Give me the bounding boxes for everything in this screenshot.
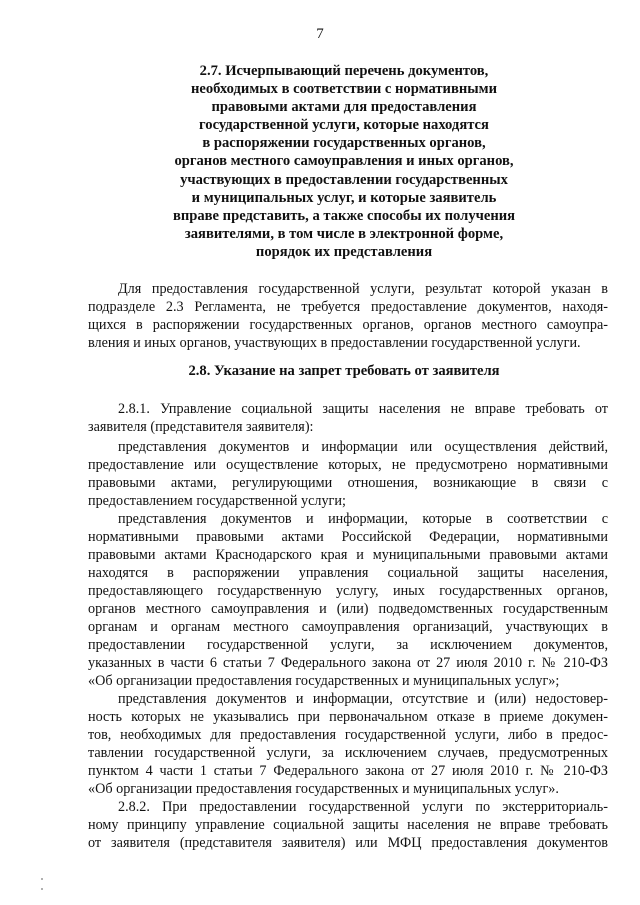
list-item-1 bbox=[88, 438, 608, 510]
text-line: Для предоставления государственной услуги, результат которой указан в bbox=[118, 281, 608, 297]
heading-line: и муниципальных услуг, и которые заявитель bbox=[191, 189, 497, 206]
text-line: правовыми актами, регулирующими отношения, возникающие в связи с bbox=[88, 475, 608, 491]
text-line: «Об организации предоставления государственных и муниципальных услуг»; bbox=[88, 673, 560, 689]
heading-line: 2.8. Указание на запрет требовать от заявителя bbox=[188, 363, 500, 379]
text-line: представления документов и информации, отсутствие и (или) недостовер- bbox=[118, 691, 608, 707]
page-number: 7 bbox=[316, 26, 324, 42]
section-heading-2-8 bbox=[60, 362, 628, 380]
heading-line: участвующих в предоставлении государственных bbox=[180, 171, 508, 188]
heading-line: порядок их представления bbox=[255, 243, 433, 260]
text-line: органов местного самоуправления и (или) подведомственных государственным bbox=[88, 601, 608, 617]
text-line: «Об организации предоставления государственных и муниципальных услуг». bbox=[88, 781, 559, 797]
section-heading-2-7 bbox=[60, 62, 628, 261]
text-line: пунктом 4 части 1 статьи 7 Федерального закона от 27 июля 2010 г. № 210-ФЗ bbox=[88, 763, 608, 779]
text-line: ность которых не указывались при первоначальном отказе в приеме докумен- bbox=[88, 709, 608, 725]
heading-line: правовыми актами для предоставления bbox=[211, 99, 477, 116]
text-line: подразделе 2.3 Регламента, не требуется предоставление документов, находя- bbox=[88, 299, 608, 315]
text-line: щихся в распоряжении государственных органов, органов местного самоупра- bbox=[88, 317, 608, 333]
text-line: вления и иных органов, участвующих в предоставлении государственной услуги. bbox=[88, 335, 581, 351]
text-line: тавлении государственной услуги, за исключением случаев, предусмотренных bbox=[88, 745, 608, 761]
heading-line: заявителями, в том числе в электронной форме, bbox=[184, 225, 504, 242]
text-line: находятся в распоряжении управления социальной защиты населения, bbox=[88, 565, 608, 581]
heading-line: в распоряжении государственных органов, bbox=[202, 135, 486, 152]
heading-line: 2.7. Исчерпывающий перечень документов, bbox=[199, 63, 489, 79]
text-line: нормативными правовыми актами Российской Федерации, нормативными bbox=[88, 529, 608, 545]
text-line: 2.8.2. При предоставлении государственной услуги по экстерриториаль- bbox=[118, 799, 608, 815]
paragraph-2-8-1 bbox=[88, 400, 608, 436]
text-line: предоставление или осуществление которых, не предусмотрено нормативными bbox=[88, 457, 608, 473]
text-line: предоставлением государственной услуги; bbox=[88, 493, 346, 509]
heading-line: необходимых в соответствии с нормативными bbox=[191, 81, 497, 98]
text-line: представления документов и информации, которые в соответствии с bbox=[118, 511, 608, 527]
text-line: органам и органам местного самоуправления организаций, участвующих в bbox=[88, 619, 608, 635]
text-line: 2.8.1. Управление социальной защиты населения не вправе требовать от bbox=[118, 401, 608, 417]
text-line: правовыми актами Краснодарского края и муниципальными правовыми актами bbox=[88, 547, 608, 563]
scan-speck bbox=[41, 878, 43, 880]
text-line: от заявителя (представителя заявителя) или МФЦ предоставления документов bbox=[88, 835, 608, 851]
paragraph-2-8-2 bbox=[88, 798, 608, 852]
list-item-3 bbox=[88, 690, 608, 798]
heading-line: вправе представить, а также способы их получения bbox=[172, 207, 516, 224]
list-item-2 bbox=[88, 510, 608, 690]
scan-speck bbox=[41, 888, 43, 890]
text-line: предоставлении государственной услуги, за исключением документов, bbox=[88, 637, 608, 653]
text-line: тов, необходимых для предоставления государственной услуги, либо в предос- bbox=[88, 727, 608, 743]
text-line: предоставляющего государственную услугу, иных государственных органов, bbox=[88, 583, 608, 599]
paragraph-2-7 bbox=[88, 280, 608, 352]
heading-line: органов местного самоуправления и иных органов, bbox=[174, 153, 514, 170]
text-line: заявителя (представителя заявителя): bbox=[88, 419, 314, 435]
heading-line: государственной услуги, которые находятся bbox=[199, 117, 489, 134]
text-line: ному принципу управление социальной защиты населения не вправе требовать bbox=[88, 817, 608, 833]
text-line: указанных в части 6 статьи 7 Федерального закона от 27 июля 2010 г. № 210-ФЗ bbox=[88, 655, 608, 671]
text-line: представления документов и информации или осуществления действий, bbox=[118, 439, 608, 455]
